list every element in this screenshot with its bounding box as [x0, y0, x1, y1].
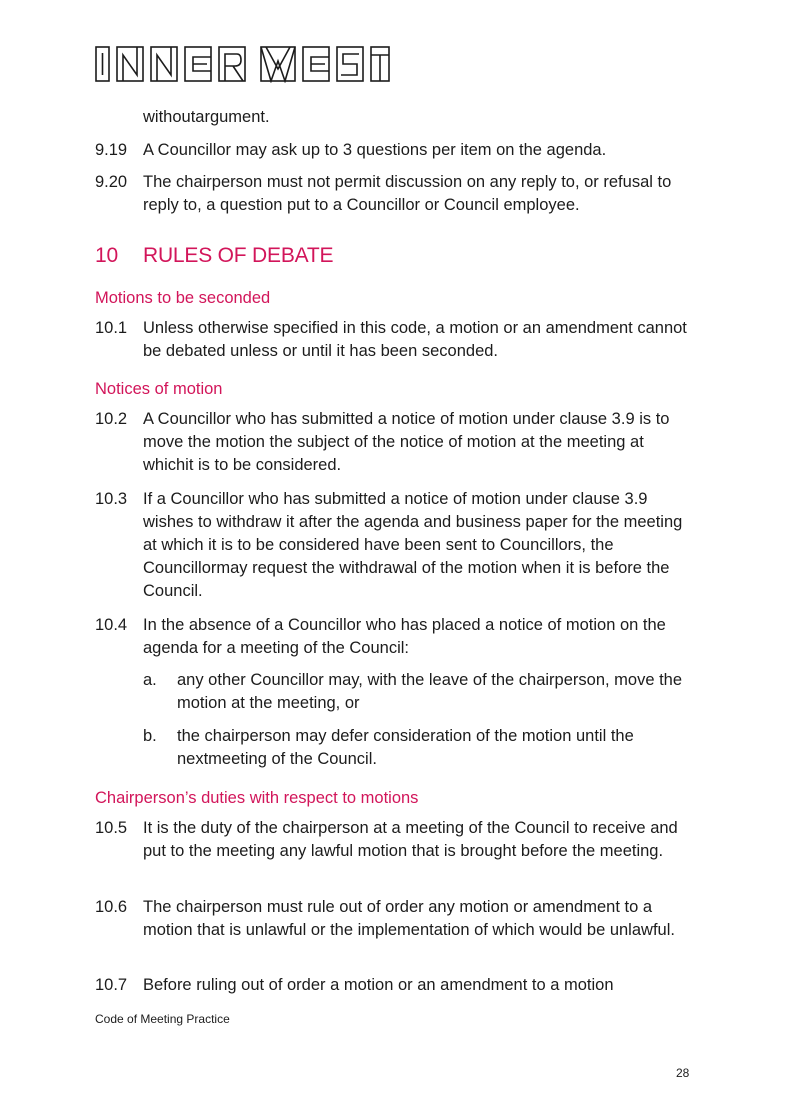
- clause-number: 10.7: [95, 976, 128, 994]
- clause-text: The chairperson must not permit discussion on any reply to, or refusal to reply to, a question put to a Councillor or Council employee.: [143, 173, 672, 214]
- clause-number: 10.4: [95, 616, 128, 634]
- clause-number: 9.19: [95, 141, 128, 159]
- clause-text: A Councillor who has submitted a notice of motion under clause 3.9 is to move the motion the subject of the notice of motion at the meeting at whichit is to be considered.: [143, 410, 670, 474]
- clause-number: 10.3: [95, 490, 128, 508]
- section-number: 10: [95, 244, 118, 267]
- subclause-label: a.: [143, 671, 157, 689]
- subclause-text: the chairperson may defer consideration of the motion until the nextmeeting of the Council.: [177, 727, 634, 768]
- continuation-text: withoutargument.: [143, 108, 270, 126]
- clause-text: A Councillor may ask up to 3 questions per item on the agenda.: [143, 141, 607, 159]
- subheading-motions-seconded: Motions to be seconded: [95, 289, 271, 307]
- clause-number: 10.1: [95, 319, 128, 337]
- clause-number: 10.5: [95, 819, 128, 837]
- clause-text: Unless otherwise specified in this code, a motion or an amendment cannot be debated unless or until it has been seconded.: [143, 319, 687, 360]
- clause-text: It is the duty of the chairperson at a meeting of the Council to receive and put to the meeting any lawful motion that is brought before the meeting.: [143, 819, 678, 860]
- footer-doc-title: Code of Meeting Practice: [95, 1012, 230, 1026]
- clause-text: If a Councillor who has submitted a notice of motion under clause 3.9 wishes to withdraw it after the agenda and business paper for the meeting at which it is to be considered have been sent to Councillors, the Councillormay request the withdrawal of the motion when it is before the Council.: [143, 490, 683, 600]
- clause-text: Before ruling out of order a motion or an amendment to a motion: [143, 976, 614, 994]
- clause-number: 9.20: [95, 173, 128, 191]
- clause-text: The chairperson must rule out of order any motion or amendment to a motion that is unlawful or the implementation of which would be unlawful.: [143, 898, 675, 939]
- page-number: 28: [676, 1066, 690, 1080]
- clause-text: In the absence of a Councillor who has placed a notice of motion on the agenda for a meeting of the Council:: [143, 616, 666, 657]
- clause-number: 10.6: [95, 898, 128, 916]
- section-title: RULES OF DEBATE: [143, 244, 334, 267]
- subclause-label: b.: [143, 727, 157, 745]
- clause-number: 10.2: [95, 410, 128, 428]
- subclause-text: any other Councillor may, with the leave of the chairperson, move the motion at the meeting, or: [177, 671, 683, 712]
- inner-west-logo: [95, 45, 390, 83]
- subheading-chairperson-duties: Chairperson’s duties with respect to motions: [95, 789, 419, 807]
- subheading-notices-of-motion: Notices of motion: [95, 380, 223, 398]
